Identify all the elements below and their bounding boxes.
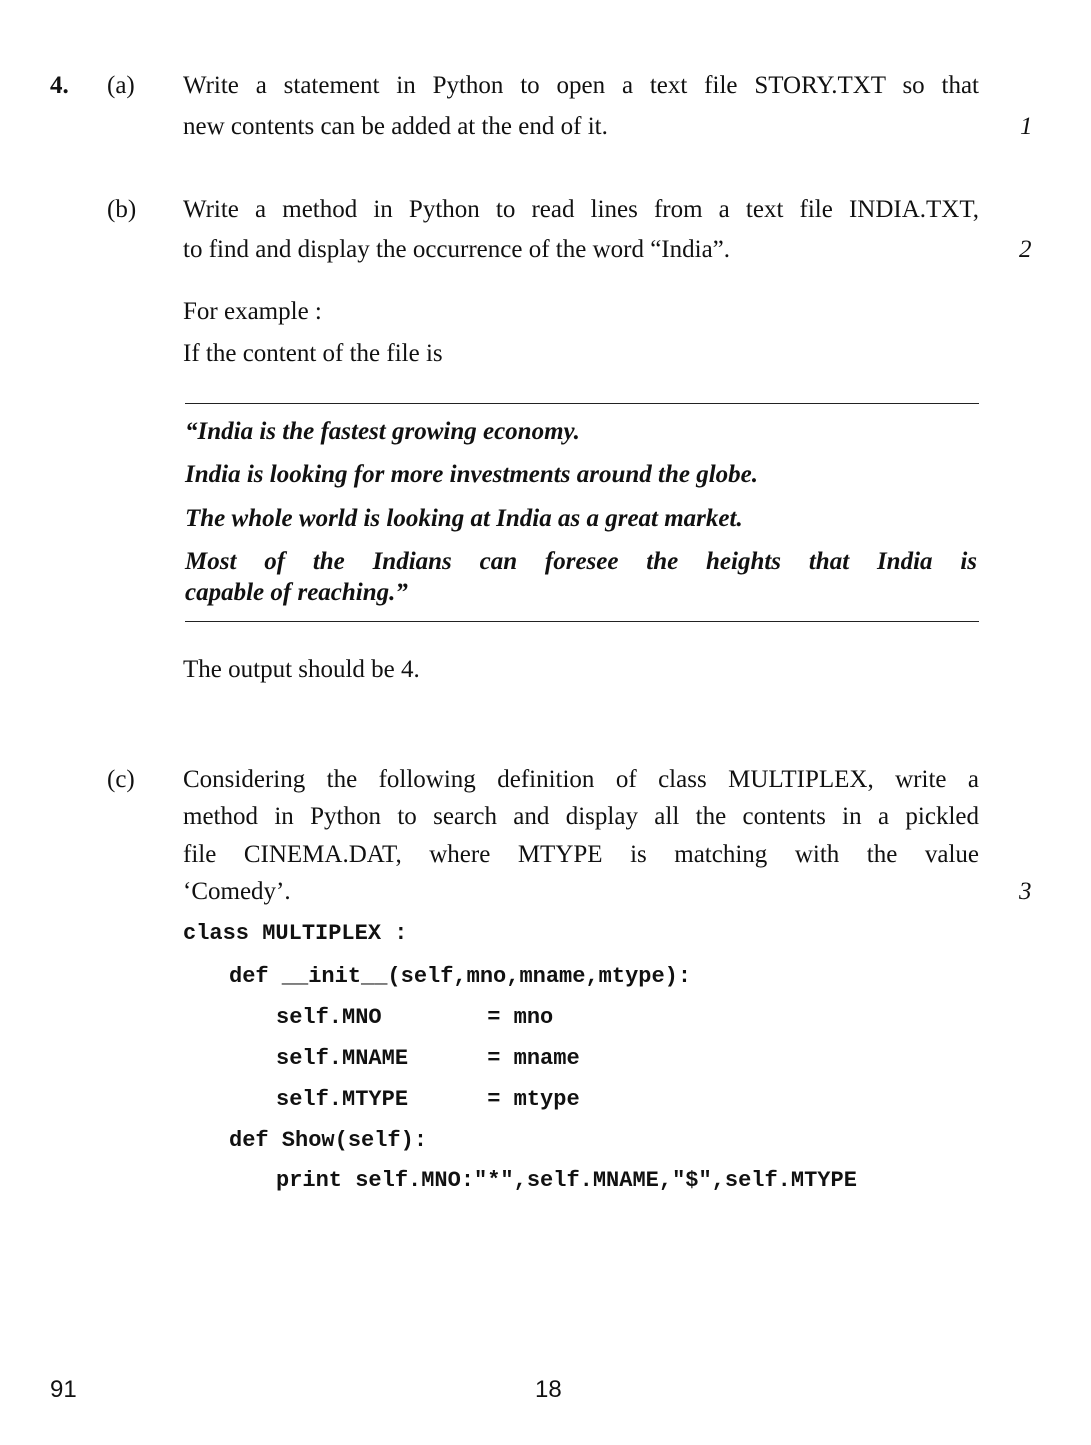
part-c-line-2: method in Python to search and display all the contents in a pickled — [183, 803, 979, 830]
example-intro-1: For example : — [183, 298, 322, 325]
page-number: 18 — [535, 1376, 562, 1403]
code-line-class: class MULTIPLEX : — [183, 921, 408, 946]
part-a-marks: 1 — [1020, 113, 1033, 140]
quote-line-3: The whole world is looking at India as a great market. — [185, 505, 743, 532]
quote-line-2: India is looking for more investments around the globe. — [185, 461, 758, 488]
example-intro-2: If the content of the file is — [183, 340, 443, 367]
part-b-line-2: to find and display the occurrence of the word “India”. — [183, 236, 731, 263]
part-c-label: (c) — [107, 766, 135, 793]
code-line-show: def Show(self): — [229, 1128, 428, 1153]
code-line-init: def __init__(self,mno,mname,mtype): — [229, 964, 692, 989]
question-number: 4. — [50, 72, 69, 99]
code-line-mtype: self.MTYPE = mtype — [276, 1087, 580, 1112]
part-b-line-1: Write a method in Python to read lines from a text file INDIA.TXT, — [183, 196, 979, 223]
part-c-line-3: file CINEMA.DAT, where MTYPE is matching with the value — [183, 841, 979, 868]
code-line-mno: self.MNO = mno — [276, 1005, 554, 1030]
part-c-marks: 3 — [1019, 878, 1032, 905]
part-a-line-2: new contents can be added at the end of it. — [183, 113, 608, 140]
quote-bottom-rule — [185, 621, 979, 622]
quote-line-5: capable of reaching.” — [185, 579, 408, 606]
quote-line-4: Most of the Indians can foresee the heights that India is — [185, 548, 977, 575]
code-line-print: print self.MNO:"*",self.MNAME,"$",self.MTYPE — [276, 1168, 857, 1193]
part-a-line-1: Write a statement in Python to open a text file STORY.TXT so that — [183, 72, 979, 99]
code-line-mname: self.MNAME = mname — [276, 1046, 580, 1071]
output-text: The output should be 4. — [183, 656, 420, 683]
part-a-label: (a) — [107, 72, 135, 99]
quote-line-1: “India is the fastest growing economy. — [185, 418, 580, 445]
footer-code: 91 — [50, 1376, 77, 1403]
part-c-line-4: ‘Comedy’. — [183, 878, 291, 905]
part-b-marks: 2 — [1019, 236, 1032, 263]
quote-top-rule — [185, 403, 979, 404]
part-b-label: (b) — [107, 196, 137, 223]
part-c-line-1: Considering the following definition of class MULTIPLEX, write a — [183, 766, 979, 793]
